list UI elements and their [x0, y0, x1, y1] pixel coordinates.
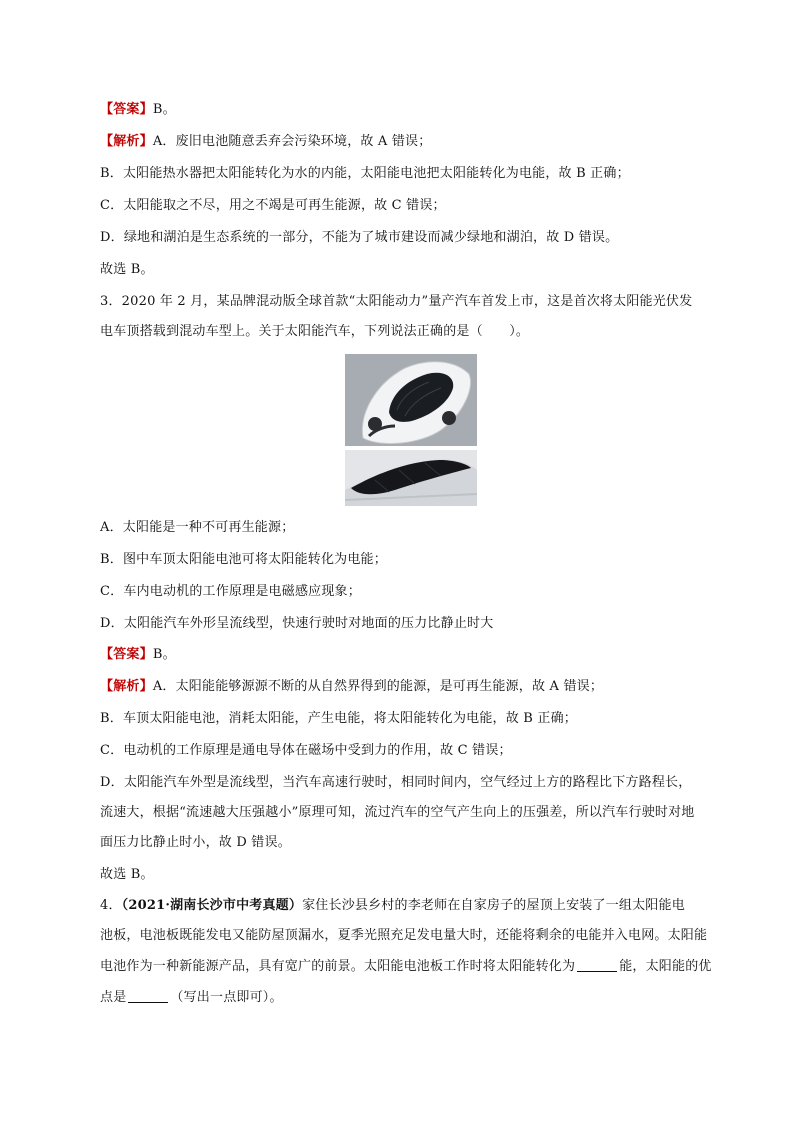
q3-analysis-d1: D．太阳能汽车外型是流线型，当汽车高速行驶时，相同时间内，空气经过上方的路程比下方路程长，: [100, 775, 692, 790]
q4-line4-before: 点是: [100, 990, 127, 1005]
q3-analysis-d3: 面压力比静止时小，故 D 错误。: [100, 835, 291, 850]
q2-conclusion: 故选 B。: [100, 262, 154, 277]
q3-answer-label: 【答案】: [100, 647, 153, 662]
q4-line1-rest: 家住长沙县乡村的李老师在自家房子的屋顶上安装了一组太阳能电: [302, 898, 685, 913]
q3-analysis-label: 【解析】: [100, 679, 153, 694]
q3-answer-value: B。: [152, 647, 176, 662]
q2-answer-value: B。: [152, 102, 176, 117]
q3-analysis-b: B．车顶太阳能电池，消耗太阳能，产生电能，将太阳能转化为电能，故 B 正确；: [100, 711, 577, 726]
car-top-view-illustration: [345, 354, 477, 446]
q3-analysis-c: C．电动机的工作原理是通电导体在磁场中受到力的作用，故 C 错误；: [100, 743, 512, 758]
q4-blank-1[interactable]: [577, 957, 617, 972]
q3-option-a: A．太阳能是一种不可再生能源；: [100, 520, 295, 535]
solar-roof-illustration: [345, 450, 477, 506]
q3-stem-line2: 电车顶搭载到混动车型上。关于太阳能汽车，下列说法正确的是（ ）。: [100, 324, 530, 339]
q4-number: 4．: [100, 898, 122, 913]
q2-analysis-d: D．绿地和湖泊是生态系统的一部分，不能为了城市建设而减少绿地和湖泊，故 D 错误。: [100, 230, 619, 245]
q3-answer-line: [100, 645, 720, 665]
q4-blank-2[interactable]: [128, 988, 168, 1003]
q3-analysis-line-a: [100, 677, 720, 697]
q3-conclusion: 故选 B。: [100, 867, 154, 882]
q4-line4: [100, 988, 720, 1008]
q3-stem-line1: 3．2020 年 2 月，某品牌混动版全球首款“太阳能动力”量产汽车首发上市，这是首次将太阳能光伏发: [100, 294, 693, 309]
q3-analysis-d2: 流速大，根据“流速越大压强越小”原理可知，流过汽车的空气产生向上的压强差，所以汽车行驶时对地: [100, 805, 695, 820]
q4-line3-after: 能，太阳能的优: [619, 959, 712, 974]
q2-analysis-a: A．废旧电池随意丢弃会污染环境，故 A 错误；: [152, 134, 432, 149]
q4-line3-before: 电池作为一种新能源产品，具有宽广的前景。太阳能电池板工作时将太阳能转化为: [100, 959, 576, 974]
car-roof-top-view-photo: [345, 354, 477, 446]
q2-analysis-b: B．太阳能热水器把太阳能转化为水的内能，太阳能电池把太阳能转化为电能，故 B 正确；: [100, 166, 630, 181]
q4-line2: 池板，电池板既能发电又能防屋顶漏水，夏季光照充足发电量大时，还能将剩余的电能并入电网。太阳能: [100, 928, 708, 943]
q2-analysis-c: C．太阳能取之不尽，用之不竭是可再生能源，故 C 错误；: [100, 198, 446, 213]
q2-analysis-label: 【解析】: [100, 134, 153, 149]
q4-line3: [100, 957, 720, 977]
solar-roof-closeup-photo: [345, 450, 477, 506]
q2-answer-line: [100, 100, 720, 120]
q4-line4-after: （写出一点即可）。: [170, 990, 283, 1005]
q3-analysis-a: A．太阳能能够源源不断的从自然界得到的能源，是可再生能源，故 A 错误；: [152, 679, 604, 694]
q3-option-b: B．图中车顶太阳能电池可将太阳能转化为电能；: [100, 552, 387, 567]
q4-line1: [100, 896, 720, 916]
q4-source: （2021·湖南长沙市中考真题）: [121, 898, 303, 913]
q2-analysis-line-a: [100, 132, 720, 152]
q3-option-d: D．太阳能汽车外形呈流线型，快速行驶时对地面的压力比静止时大: [100, 616, 494, 631]
q2-answer-label: 【答案】: [100, 102, 153, 117]
q3-option-c: C．车内电动机的工作原理是电磁感应现象；: [100, 584, 361, 599]
